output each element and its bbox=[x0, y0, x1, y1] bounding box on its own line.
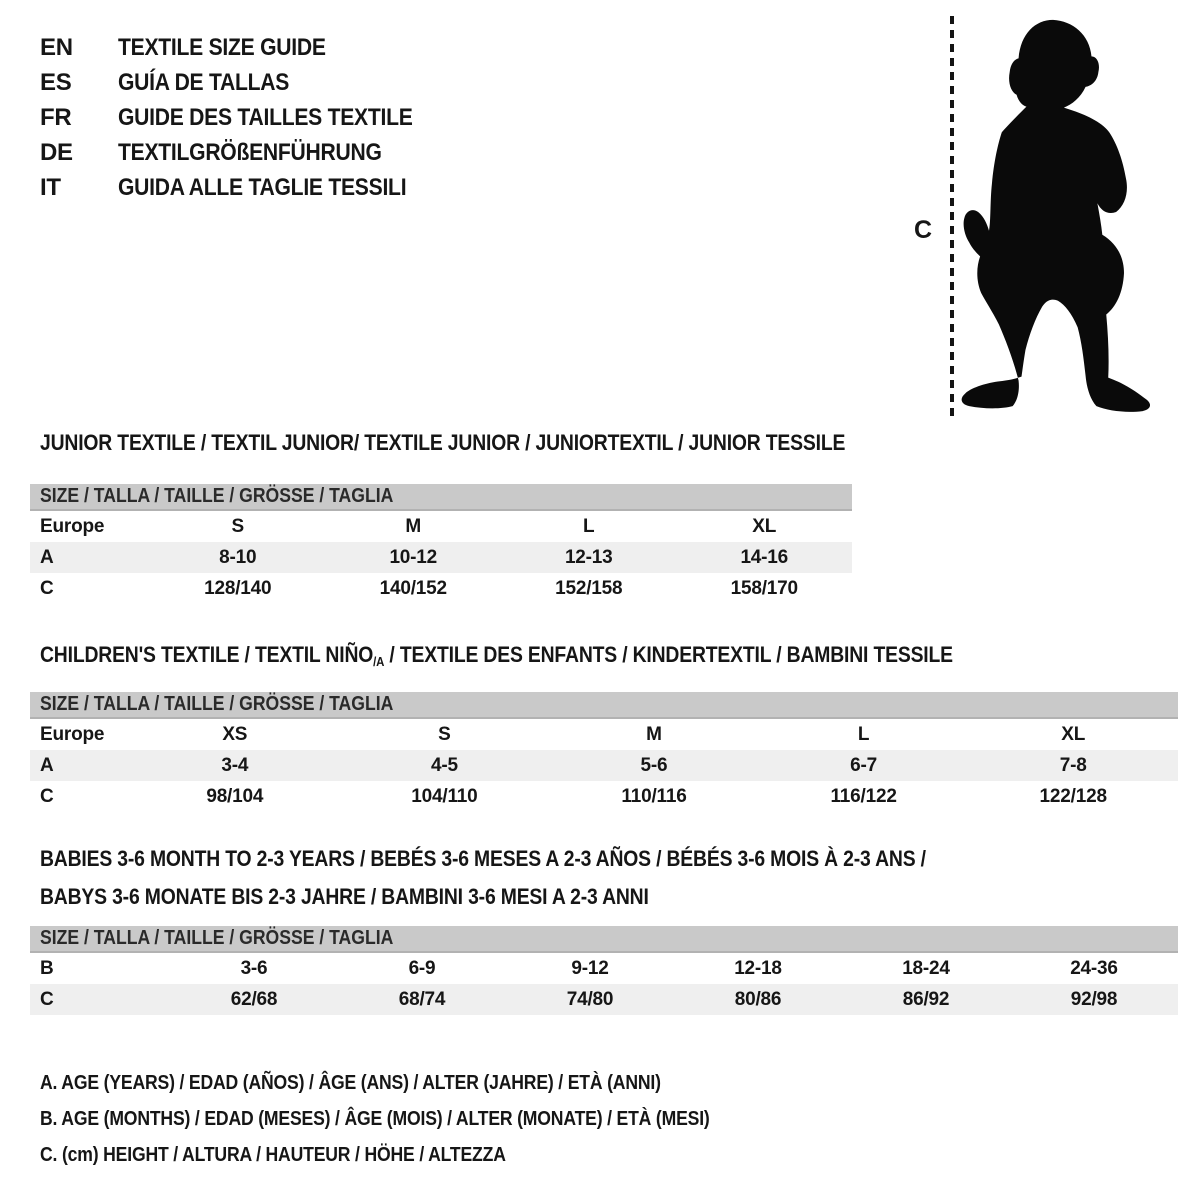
title-subscript: /A bbox=[373, 654, 385, 669]
size-header-label: SIZE / TALLA / TAILLE / GRÖSSE / TAGLIA bbox=[40, 485, 394, 507]
legend-line-c bbox=[40, 1144, 569, 1167]
lang-title: GUIDA ALLE TAGLIE TESSILI bbox=[118, 173, 407, 201]
babies-table-header-bar bbox=[30, 926, 1178, 953]
cell: 12-18 bbox=[734, 957, 782, 979]
lang-row-es bbox=[40, 65, 453, 100]
height-measure-line bbox=[948, 16, 956, 416]
table-row bbox=[30, 781, 1178, 812]
toddler-silhouette-icon bbox=[956, 14, 1156, 418]
cell: 4-5 bbox=[430, 754, 458, 776]
cell: 152/158 bbox=[555, 577, 623, 599]
table-row bbox=[30, 511, 852, 542]
cell: 62/68 bbox=[230, 988, 278, 1010]
legend-line-b bbox=[40, 1108, 801, 1131]
cell: 3-6 bbox=[240, 957, 268, 979]
babies-section-title-text: BABYS 3-6 MONATE BIS 2-3 JAHRE / BAMBINI 3-6 MESI A 2-3 ANNI bbox=[40, 884, 649, 909]
size-header-label: SIZE / TALLA / TAILLE / GRÖSSE / TAGLIA bbox=[40, 693, 394, 715]
cell: 24-36 bbox=[1070, 957, 1118, 979]
cell: 10-12 bbox=[389, 546, 438, 568]
row-label: C bbox=[40, 785, 54, 807]
height-measure-label: C bbox=[914, 216, 933, 244]
row-label: A bbox=[40, 754, 54, 776]
cell: 9-12 bbox=[571, 957, 609, 979]
cell: XL bbox=[752, 515, 777, 537]
junior-size-table bbox=[30, 484, 852, 604]
cell: 68/74 bbox=[398, 988, 446, 1010]
cell: 158/170 bbox=[730, 577, 798, 599]
cell: 128/140 bbox=[204, 577, 272, 599]
cell: 110/116 bbox=[621, 785, 687, 807]
cell: L bbox=[857, 723, 870, 745]
cell: XL bbox=[1061, 723, 1086, 745]
row-label: Europe bbox=[40, 723, 105, 745]
table-row bbox=[30, 573, 852, 604]
size-header-label: SIZE / TALLA / TAILLE / GRÖSSE / TAGLIA bbox=[40, 927, 394, 949]
cell: L bbox=[583, 515, 595, 537]
cell: 122/128 bbox=[1039, 785, 1107, 807]
lang-title: TEXTILGRÖßENFÜHRUNG bbox=[118, 138, 382, 166]
cell: S bbox=[438, 723, 451, 745]
lang-row-de bbox=[40, 135, 453, 170]
cell: 104/110 bbox=[411, 785, 478, 807]
cell: 86/92 bbox=[902, 988, 950, 1010]
babies-size-table bbox=[30, 926, 1178, 1015]
row-label: Europe bbox=[40, 515, 105, 537]
babies-section-title-line2 bbox=[40, 884, 732, 910]
row-label: B bbox=[40, 957, 54, 979]
table-row bbox=[30, 719, 1178, 750]
junior-section-title bbox=[40, 430, 955, 456]
children-section-title-text bbox=[40, 642, 953, 668]
junior-section-title-text: JUNIOR TEXTILE / TEXTIL JUNIOR/ TEXTILE JUNIOR / JUNIORTEXTIL / JUNIOR TESSILE bbox=[40, 430, 846, 455]
cell: 74/80 bbox=[566, 988, 614, 1010]
lang-code: ES bbox=[40, 68, 72, 96]
lang-code: EN bbox=[40, 33, 73, 61]
lang-title: GUIDE DES TAILLES TEXTILE bbox=[118, 103, 413, 131]
cell: 8-10 bbox=[219, 546, 257, 568]
lang-code: IT bbox=[40, 173, 61, 201]
legend-line-a bbox=[40, 1072, 745, 1095]
cell: 140/152 bbox=[379, 577, 447, 599]
lang-title: TEXTILE SIZE GUIDE bbox=[118, 33, 326, 61]
row-label: C bbox=[40, 577, 54, 599]
table-row bbox=[30, 953, 1178, 984]
cell: 80/86 bbox=[734, 988, 782, 1010]
title-part: CHILDREN'S TEXTILE / TEXTIL NIÑO bbox=[40, 642, 374, 667]
cell: S bbox=[231, 515, 244, 537]
row-label: A bbox=[40, 546, 54, 568]
cell: 116/122 bbox=[830, 785, 897, 807]
children-size-table bbox=[30, 692, 1178, 812]
cell: 7-8 bbox=[1059, 754, 1087, 776]
children-table-header-bar bbox=[30, 692, 1178, 719]
lang-title: GUÍA DE TALLAS bbox=[118, 68, 290, 96]
babies-section-title-text: BABIES 3-6 MONTH TO 2-3 YEARS / BEBÉS 3-6 MESES A 2-3 AÑOS / BÉBÉS 3-6 MOIS À 2-3 ANS / bbox=[40, 846, 926, 871]
lang-code: DE bbox=[40, 138, 73, 166]
cell: 6-7 bbox=[850, 754, 878, 776]
lang-row-it bbox=[40, 170, 453, 205]
cell: XS bbox=[222, 723, 248, 745]
cell: 6-9 bbox=[408, 957, 436, 979]
junior-table-header-bar bbox=[30, 484, 852, 511]
table-row bbox=[30, 542, 852, 573]
cell: 92/98 bbox=[1070, 988, 1118, 1010]
table-row bbox=[30, 750, 1178, 781]
cell: 18-24 bbox=[902, 957, 950, 979]
legend-text: B. AGE (MONTHS) / EDAD (MESES) / ÂGE (MOIS) / ALTER (MONATE) / ETÀ (MESI) bbox=[40, 1108, 710, 1130]
cell: 5-6 bbox=[640, 754, 668, 776]
babies-section-title-line1 bbox=[40, 846, 1047, 872]
cell: M bbox=[646, 723, 662, 745]
legend-text: A. AGE (YEARS) / EDAD (AÑOS) / ÂGE (ANS) / ALTER (JAHRE) / ETÀ (ANNI) bbox=[40, 1072, 661, 1094]
cell: 12-13 bbox=[564, 546, 613, 568]
table-row bbox=[30, 984, 1178, 1015]
language-title-list bbox=[40, 30, 453, 205]
cell: 14-16 bbox=[740, 546, 789, 568]
legend-text: C. (cm) HEIGHT / ALTURA / HAUTEUR / HÖHE / ALTEZZA bbox=[40, 1144, 506, 1166]
lang-row-en bbox=[40, 30, 453, 65]
lang-row-fr bbox=[40, 100, 453, 135]
cell: M bbox=[405, 515, 422, 537]
cell: 98/104 bbox=[206, 785, 264, 807]
row-label: C bbox=[40, 988, 54, 1010]
title-part: / TEXTILE DES ENFANTS / KINDERTEXTIL / BAMBINI TESSILE bbox=[384, 642, 953, 667]
children-section-title bbox=[40, 642, 1077, 668]
lang-code: FR bbox=[40, 103, 72, 131]
cell: 3-4 bbox=[221, 754, 249, 776]
